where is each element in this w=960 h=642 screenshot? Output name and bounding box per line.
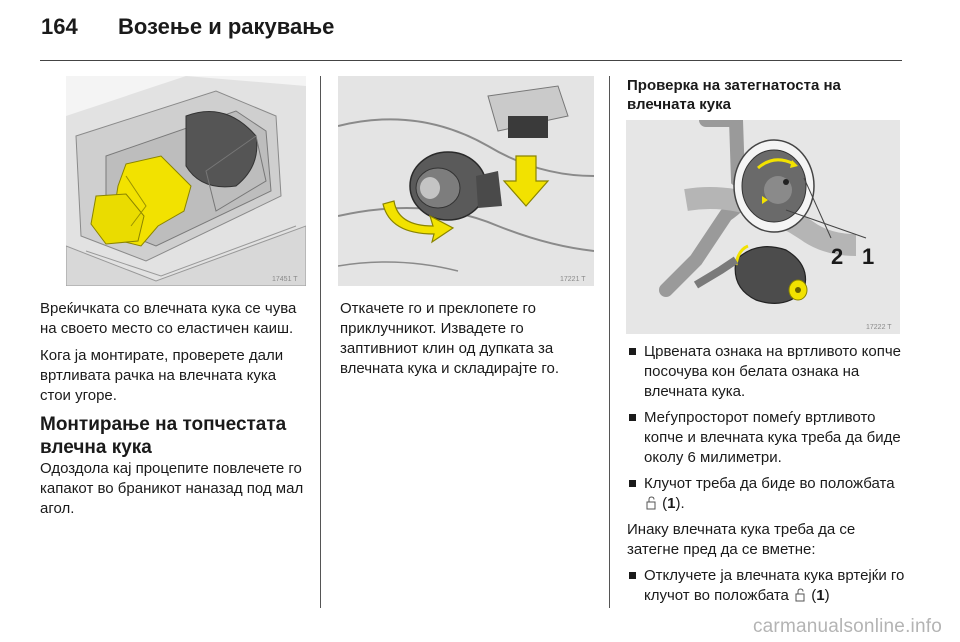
header-rule [40,60,902,61]
paragraph-pull-cover: Одоздола кај процепите повлечете го капакот во браникот наназад под мал агол. [40,460,304,517]
page-number: 164 [41,14,78,39]
unlock-icon [795,588,805,602]
watermark: carmanualsonline.info [752,616,942,637]
column-3-heading-wrap [627,76,897,114]
figure-towbar-bag-in-trunk [66,76,306,286]
unlock-icon [646,496,656,510]
paragraph-otherwise-tighten: Инаку влечната кука треба да се затегне пред да се вметне: [627,521,856,558]
heading-check-tightness: Проверка на затегнатоста на влечната кука [627,77,841,113]
figure-code: 17221 T [560,276,586,283]
figure-code: 17451 T [272,276,298,283]
list-item: Клучот треба да биде во положбата (1). [627,474,907,514]
callout-ref: 1 [816,587,825,604]
trunk-illustration [66,76,306,286]
paragraph-check-knob: Кога ја монтирате, проверете дали вртливата рачка на влечната кука стои угоре. [40,347,284,404]
column-divider-2 [609,76,610,608]
column-3-text [627,342,907,612]
list-item: Меѓупросторот помеѓу вртливото копче и влечната кука треба да биде околу 6 милиметри. [627,408,907,468]
column-divider-1 [320,76,321,608]
list-item: Црвената ознака на вртливото копче посочува кон белата ознака на влечната кука. [627,342,907,402]
list-item-text: Клучот треба да биде во положбата [644,475,895,492]
towbar-knob-illustration [626,120,900,334]
column-1-text [40,299,310,526]
paragraph-remove-plug: Откачете го и преклопете го приклучникот. Извадете го заптивниот клин од дупката за влечната кука и складирајте го. [340,300,560,377]
check-list [627,342,907,514]
list-item-text: Отклучете ја влечната кука вртејќи го клучот во положбата [644,567,905,604]
callout-ref: 1 [667,495,676,512]
socket-illustration [338,76,594,286]
column-2-text [340,299,602,386]
paragraph-bag-storage: Врeќичката со влечната кука се чува на своето место со еластичен каиш. [40,300,297,337]
figure-towbar-knob-check [626,120,900,334]
unlock-list [627,566,907,606]
figure-socket-and-plug [338,76,594,286]
list-item: Отклучете ја влечната кука вртејќи го клучот во положбата (1) [627,566,907,606]
figure-code: 17222 T [866,324,892,331]
label-callout-1: 1 [862,244,875,269]
page-title: Возење и ракување [118,14,335,39]
label-callout-2: 2 [831,244,844,269]
heading-mounting-ball-hitch: Монтирање на топчестата влечна кука [40,414,287,458]
